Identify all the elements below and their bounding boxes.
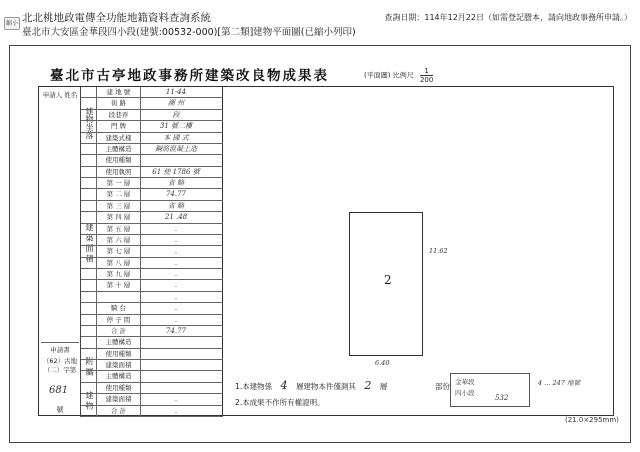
row-value: . xyxy=(174,247,178,256)
table-row xyxy=(81,155,223,166)
row-label: 第 七 層 xyxy=(97,246,141,257)
query-date: 查詢日期：114年12月22日（如需登記謄本，請向地政事務所申請。） xyxy=(384,13,632,22)
row-value: . xyxy=(174,395,178,404)
case-number-suffix: 號 xyxy=(56,406,64,414)
row-value xyxy=(141,383,211,394)
plan-label: (平面圖) xyxy=(364,71,391,80)
paper-size: (21.0×295mm) xyxy=(565,416,619,424)
record-form xyxy=(38,86,614,416)
table-row xyxy=(81,201,223,212)
row-label: 主體構造 xyxy=(97,371,141,382)
row-value: 省 略 xyxy=(167,179,185,188)
table-row xyxy=(81,303,223,314)
row-label: 第 六 層 xyxy=(97,235,141,246)
table-row xyxy=(81,98,223,109)
data-table xyxy=(81,87,223,417)
table-row xyxy=(81,224,223,235)
row-value: . xyxy=(174,304,178,313)
annex1-group-label: 附 屬 xyxy=(85,357,94,376)
table-row xyxy=(81,87,223,98)
row-value: 74.77 xyxy=(165,190,187,199)
row-label: 第 四 層 xyxy=(97,212,141,223)
application-label: 申請書 xyxy=(41,342,79,354)
note1-floors: 4 xyxy=(280,379,288,392)
table-row xyxy=(81,292,223,303)
row-label: 騎 台 xyxy=(97,303,141,314)
row-value: . xyxy=(174,258,178,267)
building-number: 2 xyxy=(384,273,392,287)
scale-block xyxy=(364,67,433,84)
row-value xyxy=(141,155,211,166)
dimension-right: 11.62 xyxy=(429,247,448,255)
row-value: 鋼筋混凝土造 xyxy=(155,144,197,153)
building-group-label: 建物坐落 xyxy=(85,107,94,139)
building-outline xyxy=(349,212,423,356)
row-label: 第 五 層 xyxy=(97,224,141,235)
row-value: . xyxy=(174,235,178,244)
note1-mid: 層建物本件僅測其 xyxy=(295,382,356,391)
row-value: 21 .48 xyxy=(164,213,188,222)
row-label: 主體構造 xyxy=(97,144,141,155)
row-label: 第 二 層 xyxy=(97,189,141,200)
site-title: 北北桃地政電傳全功能地籍資料查詢系統 xyxy=(22,12,211,24)
table-row xyxy=(81,315,223,326)
applicant-label: 申請人 姓名 xyxy=(42,91,78,99)
row-label: 建築面積 xyxy=(97,394,141,405)
shrink-button[interactable]: 縮小 xyxy=(4,17,20,30)
row-label: 建築面積 xyxy=(97,360,141,371)
row-label: 段巷弄 xyxy=(97,110,141,121)
row-value: 61 使 1786 號 xyxy=(152,167,200,176)
table-row xyxy=(81,110,223,121)
row-value xyxy=(141,371,211,382)
row-value: . xyxy=(174,224,178,233)
row-value: . xyxy=(174,406,178,415)
scale-numerator: 1 xyxy=(420,67,433,76)
left-column xyxy=(39,87,81,417)
row-label: 使用種類 xyxy=(97,349,141,360)
official-stamp xyxy=(450,373,530,407)
row-value: 本 國 式 xyxy=(163,133,189,142)
row-label: 合 計 xyxy=(97,326,141,337)
row-label: 第 一 層 xyxy=(97,178,141,189)
table-row xyxy=(81,371,223,382)
row-label: 第 九 層 xyxy=(97,269,141,280)
table-row xyxy=(81,189,223,200)
row-value: 段 xyxy=(172,110,180,119)
stamp-extra: 4 ... 247 地號 xyxy=(538,379,580,387)
table-row xyxy=(81,133,223,144)
case-code: （62）古地（二）字第 xyxy=(42,357,78,374)
row-label xyxy=(97,292,141,303)
row-value xyxy=(141,337,211,348)
row-label: 使用種類 xyxy=(97,383,141,394)
note-floors xyxy=(235,379,387,392)
row-label: 使用執照 xyxy=(97,167,141,178)
table-row xyxy=(81,280,223,291)
document-subtitle: 臺北市大安區金華段四小段(建號:00532-000)[第二類]建物平面圖(已縮小列印) xyxy=(22,27,356,38)
table-row xyxy=(81,326,223,337)
row-label: 門 牌 xyxy=(97,121,141,132)
table-row xyxy=(81,178,223,189)
row-value xyxy=(141,360,211,371)
row-value: 31 號二樓 xyxy=(159,122,193,131)
row-value: . xyxy=(174,270,178,279)
plan-prefix: 部份 xyxy=(435,382,450,391)
table-row xyxy=(81,212,223,223)
table-row xyxy=(81,144,223,155)
row-label: 第 十 層 xyxy=(97,280,141,291)
annex2-group-label: 建 物 xyxy=(85,391,94,410)
scale-label: 比例尺 xyxy=(392,71,414,80)
row-label: 街 路 xyxy=(97,98,141,109)
result-sheet xyxy=(20,58,622,418)
note-disclaimer: 2.本成果不作所有權證明。 xyxy=(235,398,325,407)
note1-suffix: 層 xyxy=(379,382,388,391)
row-value: 74.77 xyxy=(165,326,187,335)
row-label: 停 子 間 xyxy=(97,315,141,326)
stamp-number: 532 xyxy=(495,394,509,402)
note1-prefix: 1.本建物係 xyxy=(235,382,273,391)
table-row xyxy=(81,349,223,360)
header-bar xyxy=(0,0,640,40)
table-row xyxy=(81,383,223,394)
floor-plan-area xyxy=(223,87,615,417)
note1-floor: 2 xyxy=(364,379,372,392)
row-label: 合 計 xyxy=(97,406,141,417)
row-label: 建築式樣 xyxy=(97,133,141,144)
row-label: 第 三 層 xyxy=(97,201,141,212)
table-row xyxy=(81,235,223,246)
sheet-title: 臺北市古亭地政事務所建築改良物成果表 xyxy=(50,68,329,84)
row-value: 11-44 xyxy=(165,88,187,96)
row-value: 潮 州 xyxy=(167,99,185,108)
stamp-line1: 金華段 xyxy=(455,378,475,386)
stamp-line2: 四小段 xyxy=(455,389,475,397)
table-row xyxy=(81,337,223,348)
row-label: 第 八 層 xyxy=(97,258,141,269)
scale-fraction xyxy=(420,67,433,84)
row-value: . xyxy=(174,292,178,301)
table-row xyxy=(81,360,223,371)
row-label: 建 地 號 xyxy=(97,87,141,98)
row-value: . xyxy=(174,315,178,324)
table-row xyxy=(81,167,223,178)
table-row xyxy=(81,258,223,269)
table-row xyxy=(81,269,223,280)
row-value xyxy=(141,349,211,360)
table-row xyxy=(81,406,223,417)
dimension-bottom: 6.40 xyxy=(375,359,390,367)
scale-denominator: 200 xyxy=(419,76,434,84)
row-label: 主體構造 xyxy=(97,337,141,348)
table-row xyxy=(81,394,223,405)
table-row xyxy=(81,246,223,257)
floors-group-label: 建 築 面 積 xyxy=(85,223,94,263)
row-value: 省 略 xyxy=(167,201,185,210)
row-value: . xyxy=(174,281,178,290)
row-label: 使用種類 xyxy=(97,155,141,166)
table-row xyxy=(81,121,223,132)
case-number: 681 xyxy=(49,385,69,396)
